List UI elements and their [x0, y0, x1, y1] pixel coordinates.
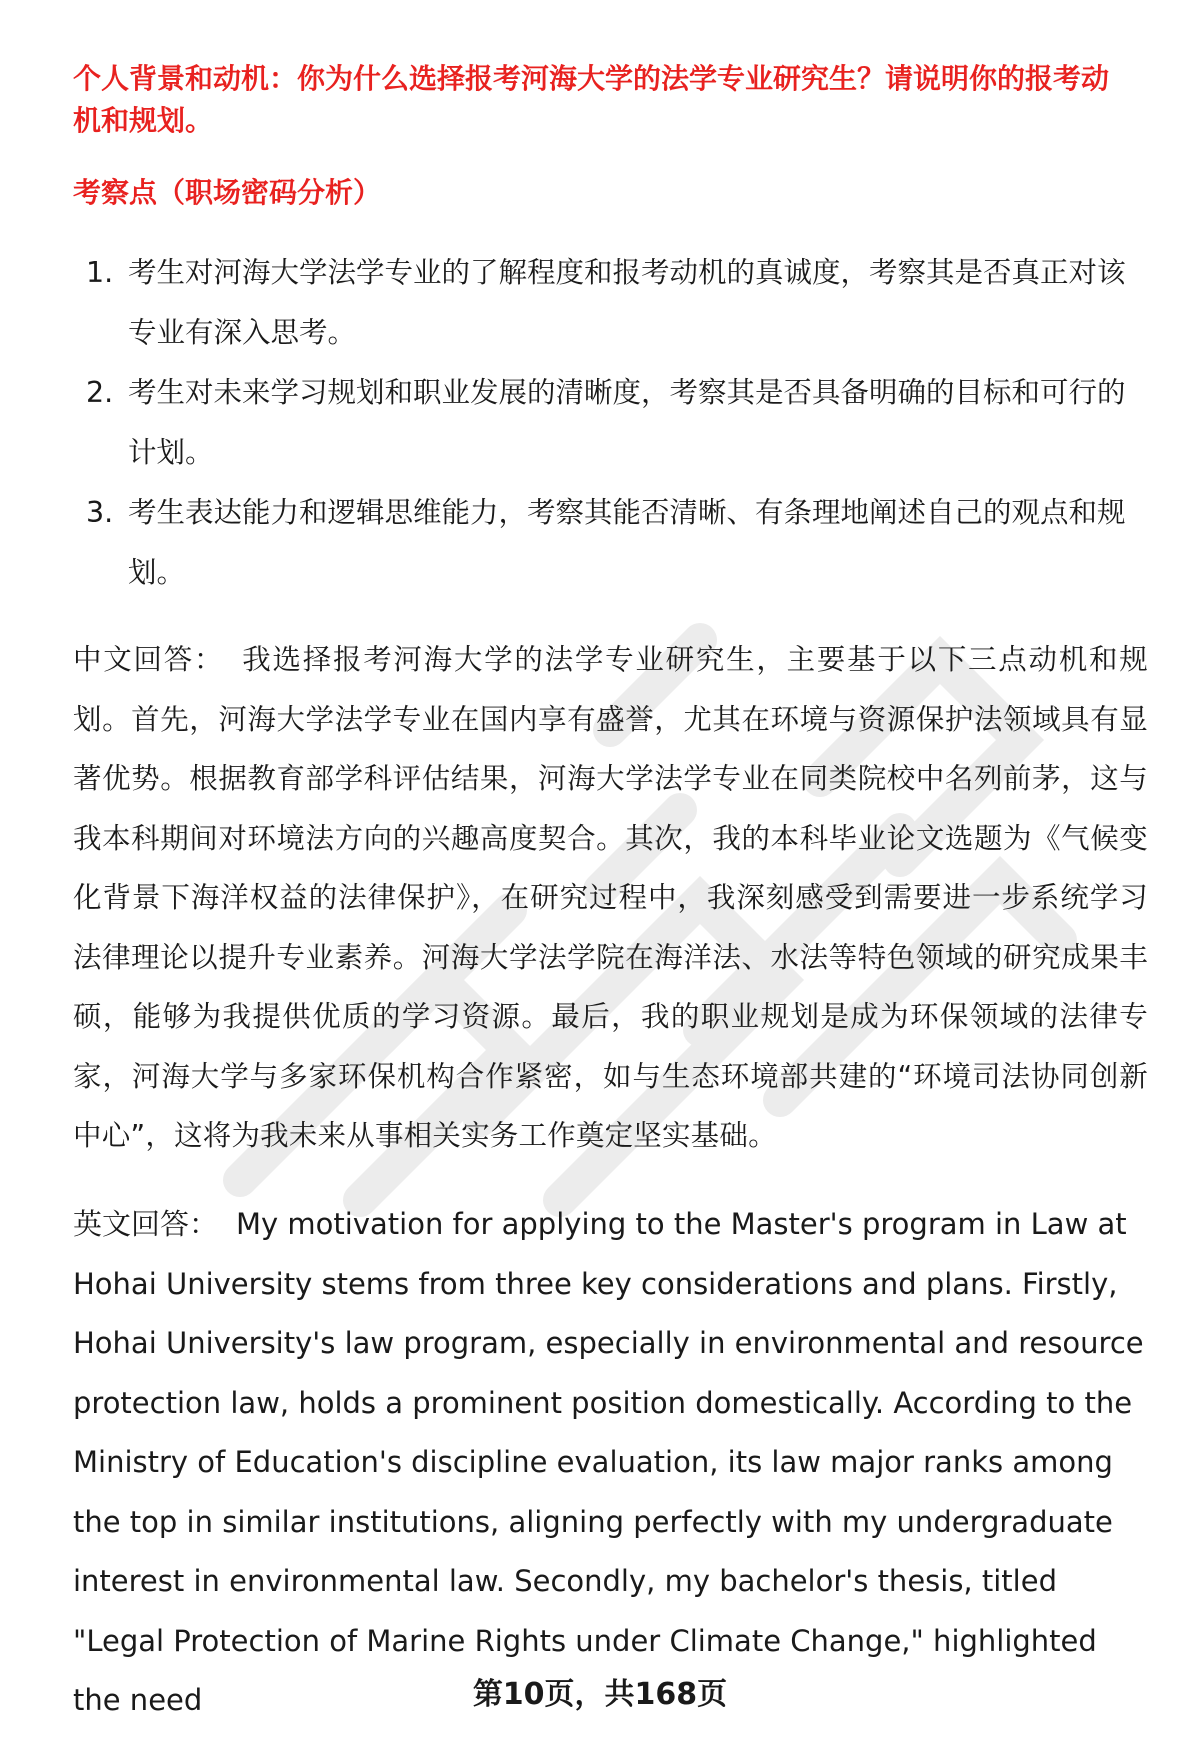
- list-item: [80, 363, 1140, 483]
- english-answer-label: 英文回答：: [73, 1207, 219, 1241]
- chinese-answer-text: 我选择报考河海大学的法学专业研究生，主要基于以下三点动机和规划。首先，河海大学法学专业在国内享有盛誉，尤其在环境与资源保护法领域具有显著优势。根据教育部学科评估结果，河海大学法学专业在同类院校中名列前茅，这与我本科期间对环境法方向的兴趣高度契合。其次，我的本科毕业论文选题为《气候变化背景下海洋权益的法律保护》，在研究过程中，我深刻感受到需要进一步系统学习法律理论以提升专业素养。河海大学法学院在海洋法、水法等特色领域的研究成果丰硕，能够为我提供优质的学习资源。最后，我的职业规划是成为环保领域的法律专家，河海大学与多家环保机构合作紧密，如与生态环境部共建的“环境司法协同创新中心”，这将为我未来从事相关实务工作奠定坚实基础。: [73, 643, 1148, 1152]
- assessment-points-list: [80, 243, 1140, 603]
- question-heading: 个人背景和动机：你为什么选择报考河海大学的法学专业研究生？请说明你的报考动机和规划。: [73, 62, 1110, 137]
- page-number-footer: 第10页，共168页: [472, 1677, 728, 1712]
- list-item-number: 3.: [86, 496, 114, 529]
- assessment-heading: 考察点（职场密码分析）: [73, 176, 382, 209]
- chinese-answer-label: 中文回答：: [73, 643, 225, 676]
- list-item-number: 1.: [86, 256, 114, 289]
- list-item-text: 考生对河海大学法学专业的了解程度和报考动机的真诚度，考察其是否真正对该专业有深入思考。: [128, 256, 1126, 349]
- english-answer-text: My motivation for applying to the Master's program in Law at Hohai University stems from three key considerations and plans. Firstly, Hohai University's law program, especially in environmental and resource protection law, holds a prominent position domestically. According to the Ministry of Education's discipline evaluation, its law major ranks among the top in similar institutions, aligning perfectly with my undergraduate interest in environmental law. Secondly, my bachelor's thesis, titled "Legal Protection of Marine Rights under Climate Change," highlighted the need: [73, 1207, 1144, 1717]
- list-item-text: 考生表达能力和逻辑思维能力，考察其能否清晰、有条理地阐述自己的观点和规划。: [128, 496, 1126, 589]
- chinese-answer-paragraph: [73, 630, 1148, 1166]
- list-item: [80, 243, 1140, 363]
- english-answer-paragraph: [73, 1195, 1148, 1731]
- list-item: [80, 483, 1140, 603]
- list-item-text: 考生对未来学习规划和职业发展的清晰度，考察其是否具备明确的目标和可行的计划。: [128, 376, 1126, 469]
- list-item-number: 2.: [86, 376, 114, 409]
